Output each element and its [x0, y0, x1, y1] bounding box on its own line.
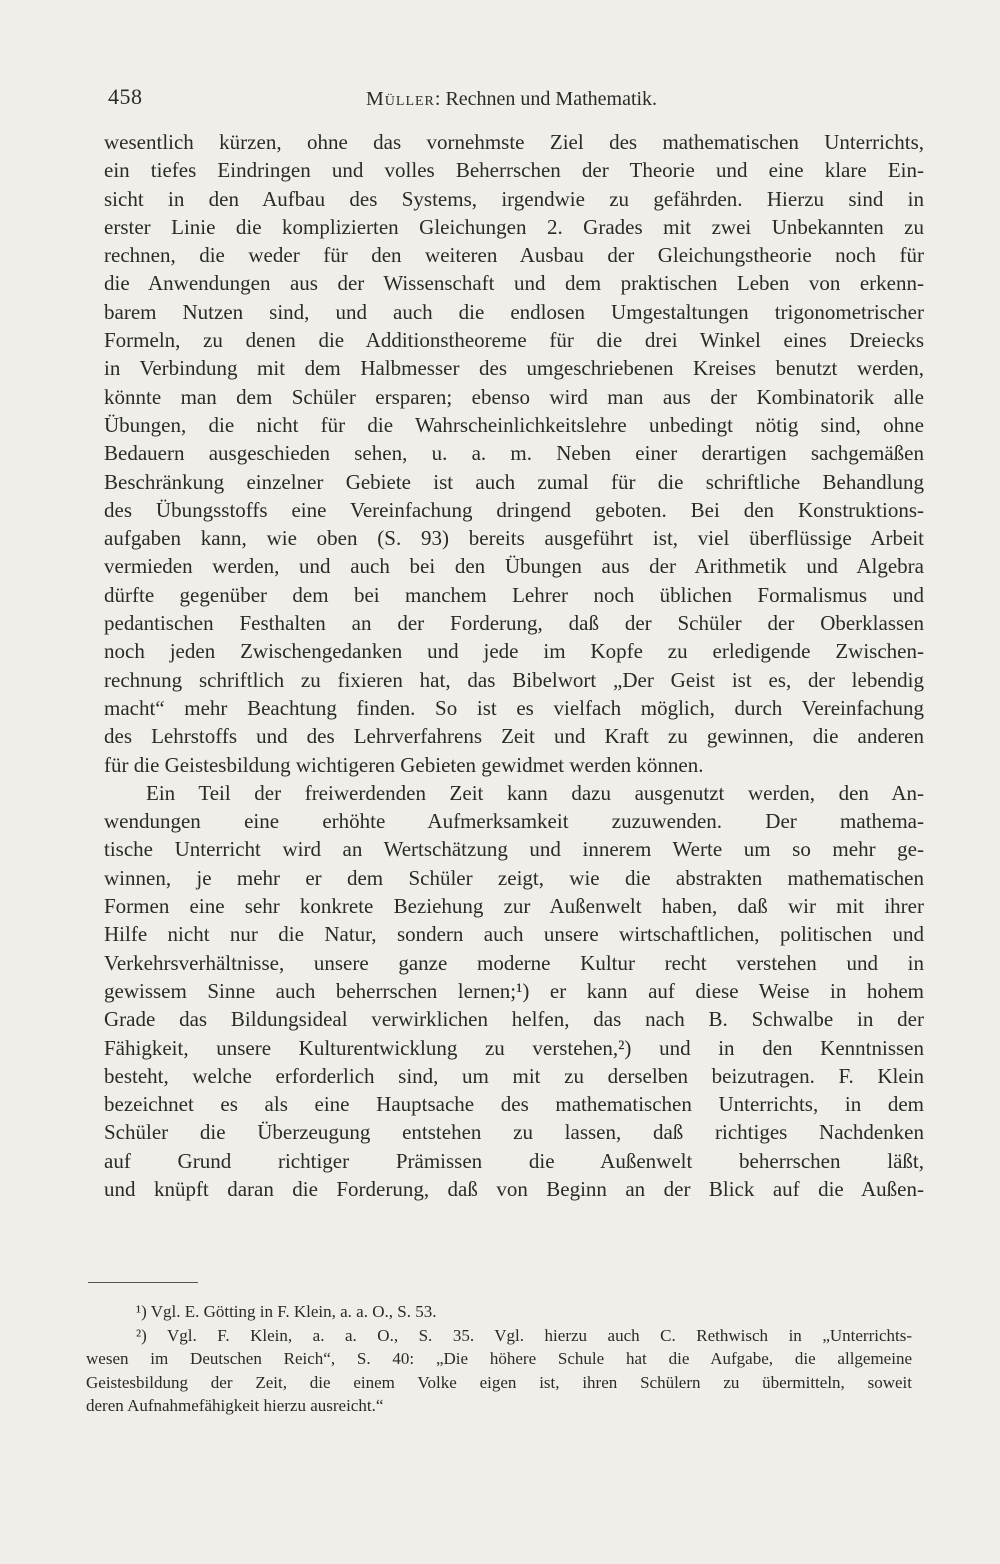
- text-line: Grade das Bildungsideal verwirklichen helfen, das nach B. Schwalbe in der: [104, 1007, 924, 1032]
- text-line: und knüpft daran die Forderung, daß von Beginn an der Blick auf die Außen-: [104, 1176, 924, 1201]
- text-line: für die Geistesbildung wichtigeren Gebieten gewidmet werden können.: [104, 752, 704, 777]
- footnote-2-line: ²) Vgl. F. Klein, a. a. O., S. 35. Vgl. hierzu auch C. Rethwisch in „Unterrichts-: [136, 1325, 912, 1345]
- footnotes: [86, 1300, 912, 1418]
- running-head-title: : Rechnen und Mathematik.: [434, 88, 658, 110]
- text-line: Formeln, zu denen die Additionstheoreme für die drei Winkel eines Dreiecks: [104, 328, 924, 353]
- text-line: winnen, je mehr er dem Schüler zeigt, wie die abstrakten mathematischen: [104, 865, 924, 890]
- footnote-divider: [88, 1282, 198, 1283]
- text-line: auf Grund richtiger Prämissen die Außenwelt beherrschen läßt,: [104, 1148, 924, 1173]
- footnote-1: ¹) Vgl. E. Götting in F. Klein, a. a. O., S. 53.: [136, 1302, 437, 1321]
- running-head: [366, 88, 657, 111]
- text-line: noch jeden Zwischengedanken und jede im Kopfe zu erledigende Zwischen-: [104, 639, 924, 664]
- text-line: des Lehrstoffs und des Lehrverfahrens Zeit und Kraft zu gewinnen, die anderen: [104, 724, 924, 749]
- running-head-author: Müller: [366, 88, 435, 110]
- text-line: Formen eine sehr konkrete Beziehung zur Außenwelt haben, daß wir mit ihrer: [104, 894, 924, 919]
- text-line: könnte man dem Schüler ersparen; ebenso wird man aus der Kombinatorik alle: [104, 384, 924, 409]
- main-text: [104, 128, 924, 1203]
- text-line: aufgaben kann, wie oben (S. 93) bereits ausgeführt ist, viel überflüssige Arbeit: [104, 526, 924, 551]
- text-line: in Verbindung mit dem Halbmesser des umgeschriebenen Kreises benutzt werden,: [104, 356, 924, 381]
- text-line: bezeichnet es als eine Hauptsache des mathematischen Unterrichts, in dem: [104, 1092, 924, 1117]
- footnote-2-line: deren Aufnahmefähigkeit hierzu ausreicht.“: [86, 1396, 384, 1415]
- text-line: Übungen, die nicht für die Wahrscheinlichkeitslehre unbedingt nötig sind, ohne: [104, 412, 924, 437]
- text-line: Hilfe nicht nur die Natur, sondern auch unsere wirtschaftlichen, politischen und: [104, 922, 924, 947]
- text-line: Verkehrsverhältnisse, unsere ganze moderne Kultur recht verstehen und in: [104, 950, 924, 975]
- text-line: macht“ mehr Beachtung finden. So ist es vielfach möglich, durch Vereinfachung: [104, 695, 924, 720]
- text-line: wendungen eine erhöhte Aufmerksamkeit zuzuwenden. Der mathema-: [104, 809, 924, 834]
- text-line: ein tiefes Eindringen und volles Beherrschen der Theorie und eine klare Ein-: [104, 158, 924, 183]
- text-line: tische Unterricht wird an Wertschätzung und innerem Werte um so mehr ge-: [104, 837, 924, 862]
- footnote-2-line: wesen im Deutschen Reich“, S. 40: „Die höhere Schule hat die Aufgabe, die allgemeine: [86, 1349, 912, 1368]
- text-line: Schüler die Überzeugung entstehen zu lassen, daß richtiges Nachdenken: [104, 1120, 924, 1145]
- text-line: rechnung schriftlich zu fixieren hat, das Bibelwort „Der Geist ist es, der lebendig: [104, 667, 924, 692]
- text-line: barem Nutzen sind, und auch die endlosen Umgestaltungen trigonometrischer: [104, 299, 924, 324]
- text-line: sicht in den Aufbau des Systems, irgendwie zu gefährden. Hierzu sind in: [104, 186, 924, 211]
- text-line: des Übungsstoffs eine Vereinfachung dringend geboten. Bei den Konstruktions-: [104, 497, 924, 522]
- text-line: besteht, welche erforderlich sind, um mit zu derselben beizutragen. F. Klein: [104, 1063, 924, 1088]
- text-line: erster Linie die komplizierten Gleichungen 2. Grades mit zwei Unbekannten zu: [104, 214, 924, 239]
- text-line: dürfte gegenüber dem bei manchem Lehrer noch üblichen Formalismus und: [104, 582, 924, 607]
- text-line: die Anwendungen aus der Wissenschaft und dem praktischen Leben von erkenn-: [104, 271, 924, 296]
- text-line: Beschränkung einzelner Gebiete ist auch zumal für die schriftliche Behandlung: [104, 469, 924, 494]
- paragraph-first-line: Ein Teil der freiwerdenden Zeit kann dazu ausgenutzt werden, den An-: [146, 780, 924, 805]
- text-line: rechnen, die weder für den weiteren Ausbau der Gleichungstheorie noch für: [104, 243, 924, 268]
- text-line: vermieden werden, und auch bei den Übungen aus der Arithmetik und Algebra: [104, 554, 924, 579]
- text-line: Bedauern ausgeschieden sehen, u. a. m. Neben einer derartigen sachgemäßen: [104, 441, 924, 466]
- page-number: 458: [108, 84, 143, 109]
- footnote-2-line: Geistesbildung der Zeit, die einem Volke eigen ist, ihren Schülern zu übermitteln, soweit: [86, 1372, 912, 1392]
- page-header: [108, 84, 928, 114]
- text-line: wesentlich kürzen, ohne das vornehmste Ziel des mathematischen Unterrichts,: [104, 130, 924, 154]
- text-line: pedantischen Festhalten an der Forderung, daß der Schüler der Oberklassen: [104, 611, 924, 636]
- text-line: Fähigkeit, unsere Kulturentwicklung zu verstehen,²) und in den Kenntnissen: [104, 1035, 924, 1060]
- text-line: gewissem Sinne auch beherrschen lernen;¹) er kann auf diese Weise in hohem: [104, 978, 924, 1003]
